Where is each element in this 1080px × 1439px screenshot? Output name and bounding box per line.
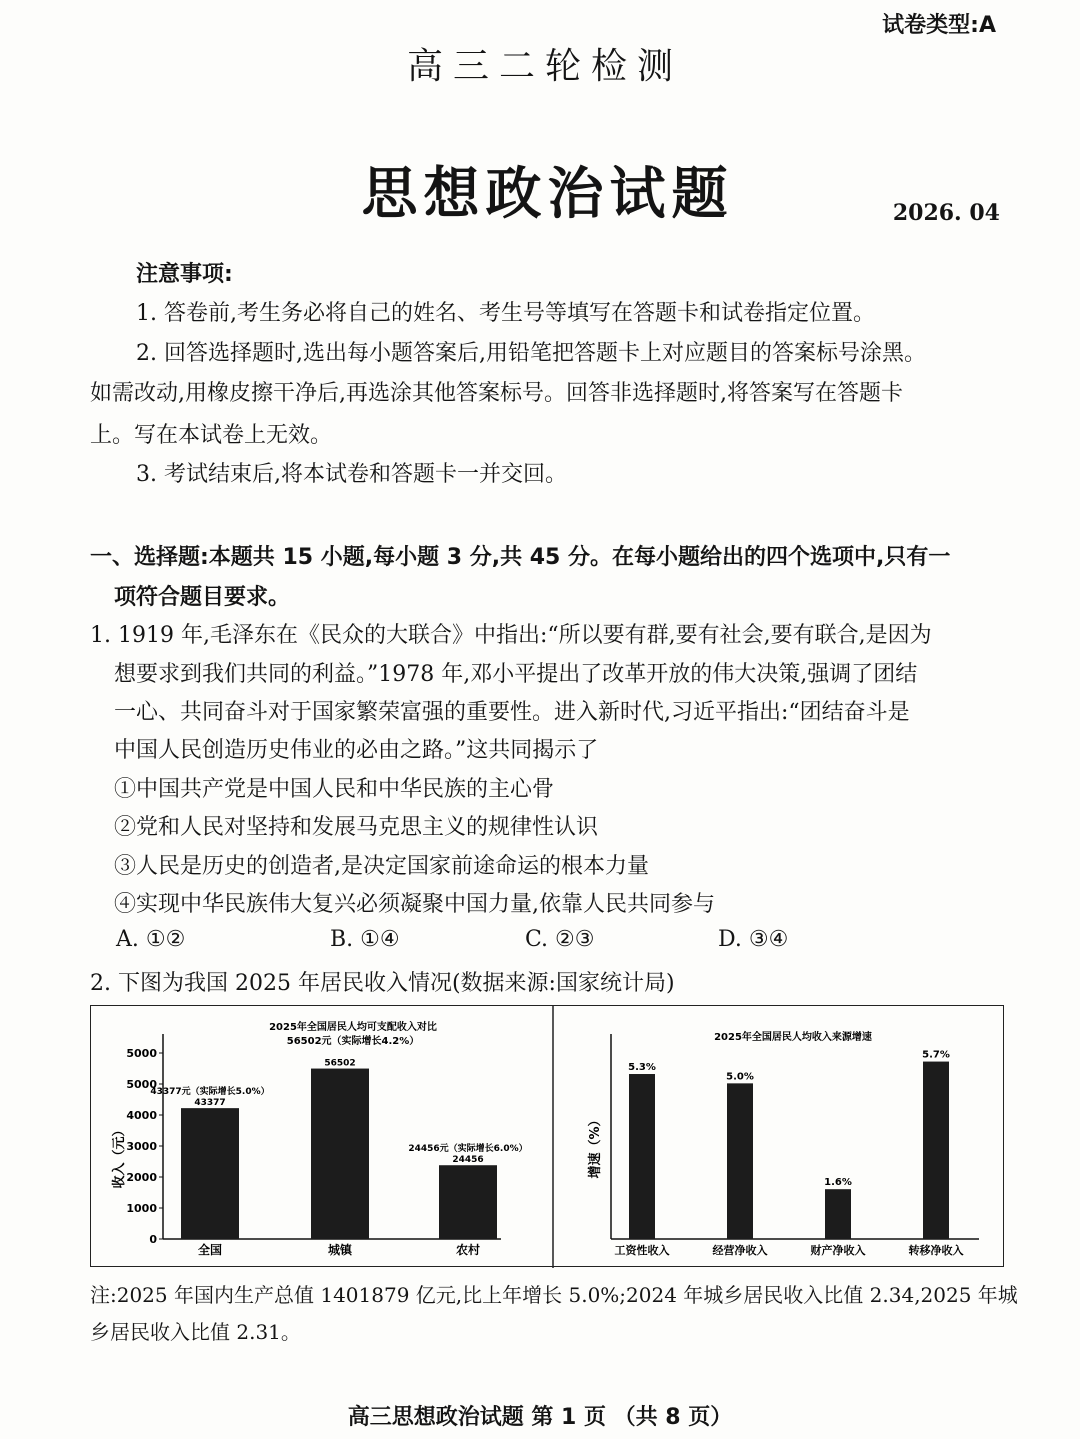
q1-stem-line-4: 中国人民创造历史伟业的必由之路。”这共同揭示了	[114, 738, 599, 763]
right-chart-title: 2025年全国居民人均收入来源增速	[714, 1032, 872, 1043]
section-1-heading-line-1: 一、选择题:本题共 15 小题,每小题 3 分,共 45 分。在每小题给出的四个选项中,只有一	[90, 545, 951, 570]
q1-stem-line-2: 想要求到我们共同的利益。”1978 年,邓小平提出了改革开放的伟大决策,强调了团结	[114, 662, 918, 687]
right-chart-value-label: 5.7%	[922, 1049, 950, 1061]
notes-item-3: 3. 考试结束后,将本试卷和答题卡一并交回。	[136, 462, 567, 487]
left-chart-y-tick-label: 3000	[126, 1140, 157, 1153]
right-chart-value-label: 5.0%	[726, 1071, 754, 1083]
q2-charts-svg	[91, 1006, 1005, 1268]
right-chart-category-label: 财产净收入	[810, 1244, 866, 1257]
notes-heading: 注意事项:	[136, 262, 233, 287]
q2-figure	[90, 1005, 1004, 1267]
notes-item-2-line-2: 如需改动,用橡皮擦干净后,再选涂其他答案标号。回答非选择题时,将答案写在答题卡	[90, 381, 903, 406]
left-chart-y-tick-label: 5000	[126, 1078, 157, 1091]
notes-item-2-line-3: 上。写在本试卷上无效。	[90, 423, 333, 448]
left-chart-y-tick-label: 1000	[126, 1202, 157, 1215]
section-1-heading-line-2: 项符合题目要求。	[114, 585, 291, 610]
right-chart-category-label: 转移净收入	[908, 1244, 964, 1257]
exam-subtitle: 高三二轮检测	[406, 46, 683, 87]
q1-stem-line-3: 一心、共同奋斗对于国家繁荣富强的重要性。进入新时代,习近平指出:“团结奋斗是	[114, 700, 910, 725]
left-chart-bar	[439, 1165, 497, 1239]
q1-stem-line-1: 1. 1919 年,毛泽东在《民众的大联合》中指出:“所以要有群,要有社会,要有联合,是因为	[90, 623, 932, 648]
left-chart-annotation: 24456元（实际增长6.0%）	[408, 1144, 528, 1155]
exam-date: 2026. 04	[892, 200, 1000, 226]
left-chart-annotation: 43377元（实际增长5.0%）	[150, 1087, 270, 1098]
right-chart-value-label: 5.3%	[628, 1062, 656, 1074]
left-chart-ylabel: 收入（元）	[112, 1123, 127, 1189]
q1-option-b: B. ①④	[330, 927, 400, 952]
q2-note-line-1: 注:2025 年国内生产总值 1401879 亿元,比上年增长 5.0%;2024 年城乡居民收入比值 2.34,2025 年城	[90, 1283, 1018, 1307]
left-chart-category-label: 城镇	[327, 1243, 353, 1257]
right-chart-value-label: 1.6%	[824, 1177, 852, 1189]
left-chart-y-tick-label: 4000	[126, 1109, 157, 1122]
right-chart-bar	[629, 1074, 655, 1239]
left-chart-bar	[311, 1069, 369, 1239]
left-chart-value-label: 56502	[324, 1058, 356, 1069]
paper-type-label: 试卷类型:A	[882, 13, 996, 38]
left-chart-value-label: 43377	[194, 1098, 226, 1109]
q1-statement-4: ④实现中华民族伟大复兴必须凝聚中国力量,依靠人民共同参与	[114, 892, 715, 917]
right-chart-bar	[727, 1083, 753, 1239]
left-chart-bar	[181, 1108, 239, 1239]
left-chart-subtitle: 56502元（实际增长4.2%）	[286, 1036, 420, 1047]
left-chart-y-tick-label: 2000	[126, 1171, 157, 1184]
notes-item-2-line-1: 2. 回答选择题时,选出每小题答案后,用铅笔把答题卡上对应题目的答案标号涂黑。	[136, 341, 926, 366]
left-chart-y-tick-label: 0	[149, 1233, 157, 1246]
right-chart-bar	[923, 1062, 949, 1239]
right-chart-ylabel: 增速（%）	[588, 1113, 603, 1179]
exam-title: 思想政治试题	[361, 162, 734, 227]
page-footer: 高三思想政治试题 第 1 页 （共 8 页）	[347, 1405, 733, 1430]
q2-stem: 2. 下图为我国 2025 年居民收入情况(数据来源:国家统计局)	[90, 971, 675, 996]
right-chart-category-label: 工资性收入	[614, 1244, 670, 1257]
q1-statement-1: ①中国共产党是中国人民和中华民族的主心骨	[114, 777, 555, 802]
left-chart-value-label: 24456	[452, 1155, 484, 1166]
left-chart-category-label: 农村	[455, 1243, 481, 1257]
q1-statement-2: ②党和人民对坚持和发展马克思主义的规律性认识	[114, 815, 599, 840]
right-chart-bar	[825, 1189, 851, 1239]
left-chart-category-label: 全国	[197, 1243, 223, 1257]
q1-option-d: D. ③④	[718, 927, 789, 952]
q1-option-a: A. ①②	[116, 927, 186, 952]
q1-option-c: C. ②③	[525, 927, 595, 952]
right-chart-category-label: 经营净收入	[712, 1244, 768, 1257]
notes-item-1: 1. 答卷前,考生务必将自己的姓名、考生号等填写在答题卡和试卷指定位置。	[136, 301, 875, 326]
q2-note-line-2: 乡居民收入比值 2.31。	[90, 1320, 301, 1344]
left-chart-title: 2025年全国居民人均可支配收入对比	[269, 1022, 437, 1033]
left-chart-y-tick-label: 5000	[126, 1047, 157, 1060]
q1-statement-3: ③人民是历史的创造者,是决定国家前途命运的根本力量	[114, 854, 649, 879]
